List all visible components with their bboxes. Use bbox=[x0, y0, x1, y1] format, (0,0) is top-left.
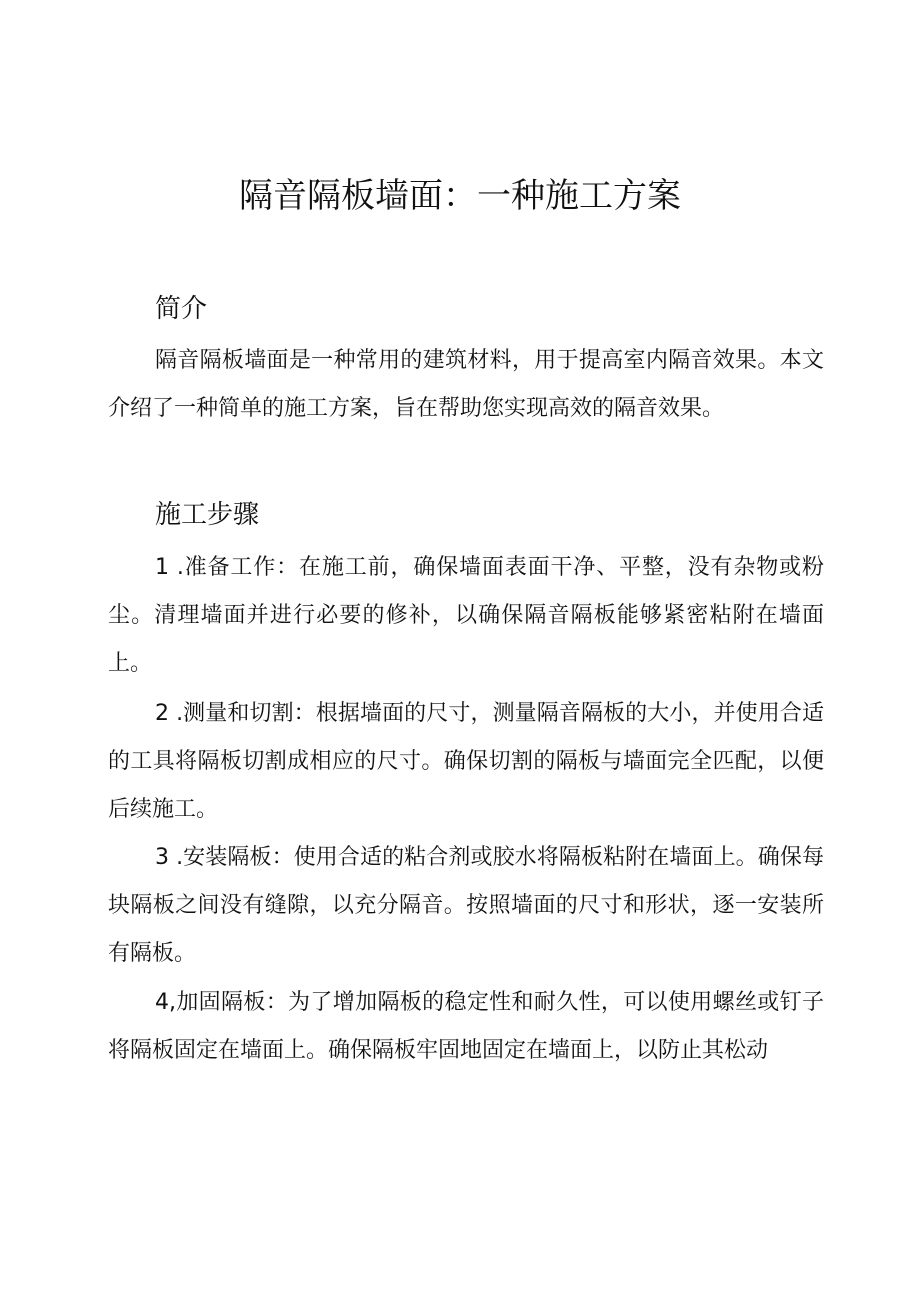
steps-heading: 施工步骤 bbox=[155, 500, 260, 530]
step-paragraph-1: 1 .准备工作：在施工前，确保墙面表面干净、平整，没有杂物或粉尘。清理墙面并进行必要的修补，以确保隔音隔板能够紧密粘附在墙面上。 bbox=[108, 555, 824, 676]
document-title: 隔音隔板墙面：一种施工方案 bbox=[239, 176, 681, 216]
step-paragraph-2: 2 .测量和切割：根据墙面的尺寸，测量隔音隔板的大小，并使用合适的工具将隔板切割成相应的尺寸。确保切割的隔板与墙面完全匹配，以便后续施工。 bbox=[108, 701, 824, 822]
step-paragraph-3: 3 .安装隔板：使用合适的粘合剂或胶水将隔板粘附在墙面上。确保每块隔板之间没有缝隙，以充分隔音。按照墙面的尺寸和形状，逐一安装所有隔板。 bbox=[108, 845, 824, 966]
intro-paragraph: 隔音隔板墙面是一种常用的建筑材料，用于提高室内隔音效果。本文介绍了一种简单的施工方案，旨在帮助您实现高效的隔音效果。 bbox=[108, 348, 824, 421]
intro-heading: 简介 bbox=[155, 294, 208, 324]
step-paragraph-4: 4,加固隔板：为了增加隔板的稳定性和耐久性，可以使用螺丝或钉子将隔板固定在墙面上。确保隔板牢固地固定在墙面上，以防止其松动 bbox=[108, 990, 824, 1063]
